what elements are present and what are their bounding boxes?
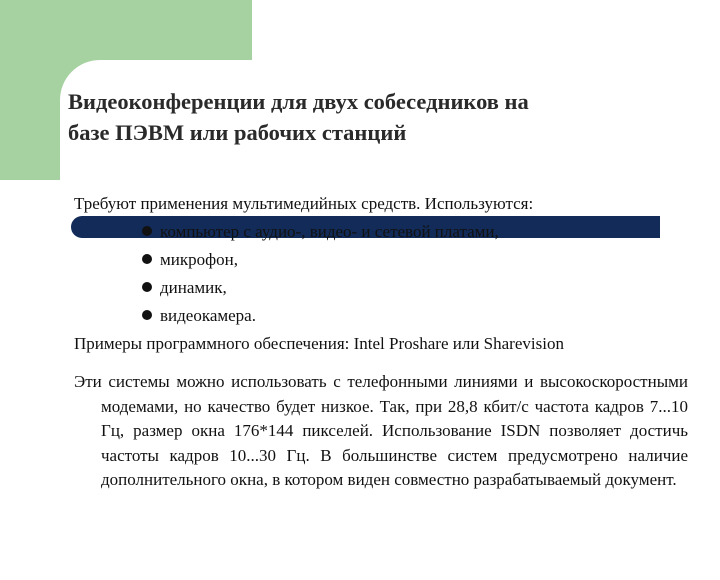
bullet-text: динамик,	[160, 278, 227, 297]
bullet-item	[74, 218, 694, 246]
bullet-text: микрофон,	[160, 250, 238, 269]
bullet-item	[74, 246, 694, 274]
bullet-icon	[142, 310, 152, 320]
bullet-item	[74, 274, 694, 302]
intro-text: Требуют применения мультимедийных средств. Используются:	[74, 194, 534, 213]
slide-title	[68, 86, 688, 148]
bullet-icon	[142, 282, 152, 292]
bullet-text: видеокамера.	[160, 306, 256, 325]
bullet-icon	[142, 226, 152, 236]
slide-body	[74, 190, 694, 358]
slide-title-line-2: базе ПЭВМ или рабочих станций	[68, 120, 407, 145]
examples-text: Примеры программного обеспечения: Intel Proshare или Sharevision	[74, 334, 564, 353]
bullet-icon	[142, 254, 152, 264]
bullet-item	[74, 302, 694, 330]
slide-title-line-1: Видеоконференции для двух собеседников на	[68, 89, 529, 114]
bullet-text: компьютер с аудио-, видео- и сетевой платами,	[160, 222, 499, 241]
description-paragraph: Эти системы можно использовать с телефонными линиями и высокоскоростными модемами, но качество будет низкое. Так, при 28,8 кбит/с частота кадров 7...10 Гц, размер окна 176*144 пикселей. Использование ISDN позволяет достичь частоты кадров 10...30 Гц. В большинстве систем предусмотрено наличие дополнительного окна, в котором виден совместно разрабатываемый документ.	[74, 372, 688, 489]
